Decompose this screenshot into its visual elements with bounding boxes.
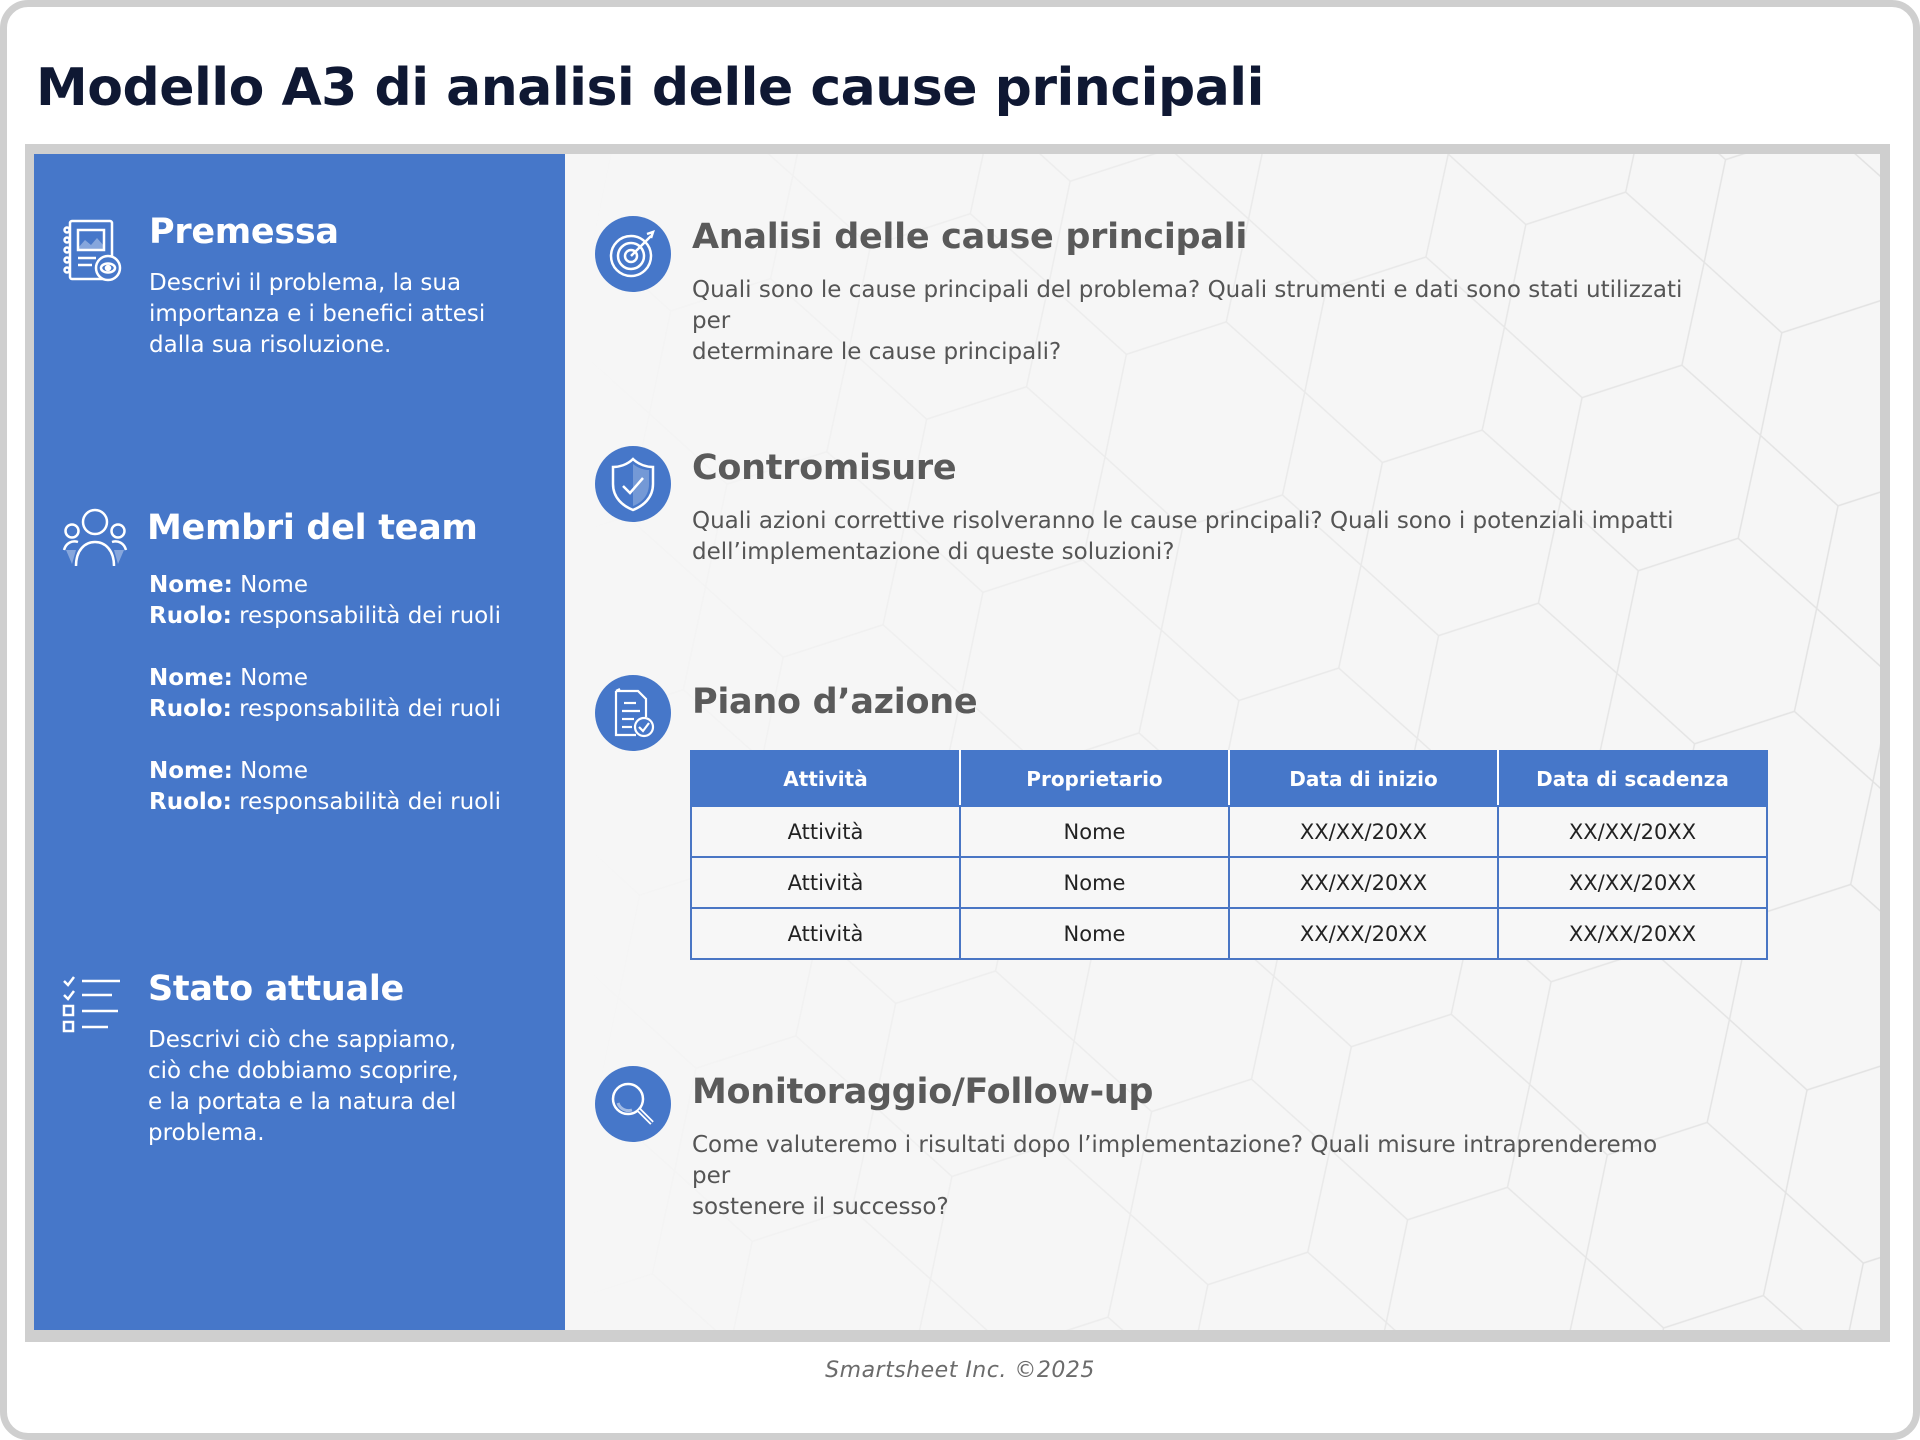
- analisi-line: Quali sono le cause principali del problema? Quali strumenti e dati sono stati utilizzati per: [692, 277, 1683, 334]
- analisi-title: Analisi delle cause principali: [692, 217, 1248, 257]
- premessa-line: importanza e i benefici attesi: [149, 301, 486, 327]
- footer-copyright: Smartsheet Inc. ©2025: [825, 1358, 1095, 1383]
- target-icon: [595, 216, 671, 292]
- right-panel: [565, 154, 1880, 1330]
- role-label: Ruolo:: [149, 603, 232, 629]
- member-role: responsabilità dei ruoli: [239, 696, 502, 722]
- contromisure-line: Quali azioni correttive risolveranno le cause principali? Quali sono i potenziali impatti: [692, 508, 1674, 534]
- table-cell[interactable]: Attività: [691, 908, 960, 959]
- role-label: Ruolo:: [149, 696, 232, 722]
- analisi-line: determinare le cause principali?: [692, 339, 1062, 365]
- page-title: Modello A3 di analisi delle cause principali: [36, 58, 1264, 118]
- contromisure-line: dell’implementazione di queste soluzioni?: [692, 539, 1175, 565]
- team-title: Membri del team: [147, 508, 478, 548]
- stato-line: Descrivi ciò che sappiamo,: [148, 1027, 457, 1053]
- table-cell[interactable]: Nome: [960, 908, 1229, 959]
- stato-text: [148, 1025, 528, 1149]
- table-header-row: [691, 751, 1767, 806]
- name-label: Nome:: [149, 758, 233, 784]
- notebook-eye-icon: [62, 218, 126, 282]
- premessa-text: [149, 268, 529, 361]
- table-row: [691, 806, 1767, 857]
- role-label: Ruolo:: [149, 789, 232, 815]
- checklist-icon: [62, 975, 126, 1039]
- premessa-line: dalla sua risoluzione.: [149, 332, 392, 358]
- stato-line: problema.: [148, 1120, 265, 1146]
- member-role: responsabilità dei ruoli: [239, 603, 502, 629]
- name-label: Nome:: [149, 572, 233, 598]
- table-cell[interactable]: Attività: [691, 857, 960, 908]
- member-name: Nome: [240, 758, 308, 784]
- table-row: [691, 908, 1767, 959]
- table-cell[interactable]: Attività: [691, 806, 960, 857]
- team-member: [149, 663, 549, 725]
- table-cell[interactable]: XX/XX/20XX: [1498, 857, 1767, 908]
- monitoraggio-line: Come valuteremo i risultati dopo l’implementazione? Quali misure intraprenderemo per: [692, 1132, 1658, 1189]
- team-people-icon: [62, 506, 126, 570]
- monitoraggio-line: sostenere il successo?: [692, 1194, 949, 1220]
- shield-check-icon: [595, 446, 671, 522]
- contromisure-title: Contromisure: [692, 448, 957, 488]
- team-member: [149, 756, 549, 818]
- monitoraggio-text: [692, 1130, 1692, 1223]
- magnifier-icon: [595, 1066, 671, 1142]
- table-cell[interactable]: XX/XX/20XX: [1498, 908, 1767, 959]
- table-cell[interactable]: Nome: [960, 857, 1229, 908]
- name-label: Nome:: [149, 665, 233, 691]
- team-member: [149, 570, 549, 632]
- column-header: Data di scadenza: [1498, 751, 1767, 806]
- column-header: Proprietario: [960, 751, 1229, 806]
- column-header: Data di inizio: [1229, 751, 1498, 806]
- table-row: [691, 857, 1767, 908]
- left-panel: [34, 154, 565, 1330]
- table-cell[interactable]: XX/XX/20XX: [1229, 806, 1498, 857]
- column-header: Attività: [691, 751, 960, 806]
- stato-line: ciò che dobbiamo scoprire,: [148, 1058, 459, 1084]
- stato-title: Stato attuale: [148, 969, 404, 1009]
- premessa-title: Premessa: [149, 212, 339, 252]
- premessa-line: Descrivi il problema, la sua: [149, 270, 462, 296]
- table-cell[interactable]: Nome: [960, 806, 1229, 857]
- action-plan-table: [690, 750, 1768, 960]
- table-cell[interactable]: XX/XX/20XX: [1229, 908, 1498, 959]
- analisi-text: [692, 275, 1692, 368]
- monitoraggio-title: Monitoraggio/Follow-up: [692, 1072, 1154, 1112]
- member-role: responsabilità dei ruoli: [239, 789, 502, 815]
- table-cell[interactable]: XX/XX/20XX: [1498, 806, 1767, 857]
- member-name: Nome: [240, 572, 308, 598]
- document-check-icon: [595, 675, 671, 751]
- table-cell[interactable]: XX/XX/20XX: [1229, 857, 1498, 908]
- member-name: Nome: [240, 665, 308, 691]
- contromisure-text: [692, 506, 1692, 568]
- piano-title: Piano d’azione: [692, 682, 978, 722]
- team-members-list: [149, 570, 549, 849]
- stato-line: e la portata e la natura del: [148, 1089, 457, 1115]
